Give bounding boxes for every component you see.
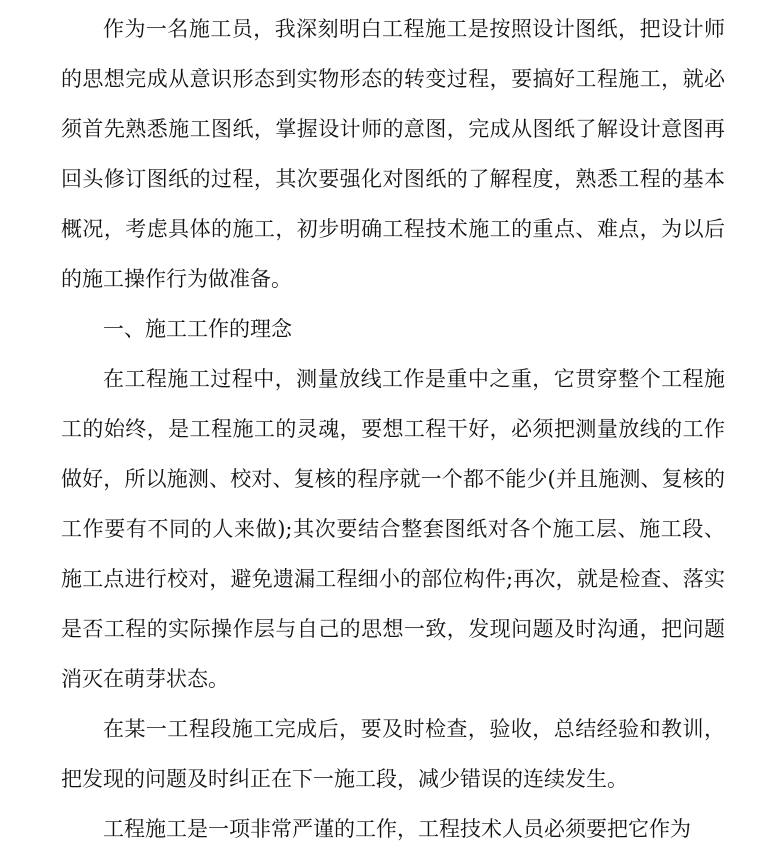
paragraph-inspection: 在某一工程段施工完成后，要及时检查，验收，总结经验和教训，把发现的问题及时纠正在下一施工段，减少错误的连续发生。 <box>61 717 725 791</box>
document-body <box>61 4 725 854</box>
section-heading: 一、施工工作的理念 <box>103 317 292 341</box>
paragraph-surveying: 在工程施工过程中，测量放线工作是重中之重，它贯穿整个工程施工的始终，是工程施工的灵魂，要想工程干好，必须把测量放线的工作做好，所以施测、校对、复核的程序就一个都不能少(并且施测、复核的工作要有不同的人来做);其次要结合整套图纸对各个施工层、施工段、施工点进行校对，避免遗漏工程细小的部位构件;再次，就是检查、落实是否工程的实际操作层与自己的思想一致，发现问题及时沟通，把问题消灭在萌芽状态。 <box>61 367 725 691</box>
paragraph-rigor: 工程施工是一项非常严谨的工作，工程技术人员必须要把它作为 <box>103 817 691 841</box>
paragraph-intro: 作为一名施工员，我深刻明白工程施工是按照设计图纸，把设计师的思想完成从意识形态到实物形态的转变过程，要搞好工程施工，就必须首先熟悉施工图纸，掌握设计师的意图，完成从图纸了解设计意图再回头修订图纸的过程，其次要强化对图纸的了解程度，熟悉工程的基本概况，考虑具体的施工，初步明确工程技术施工的重点、难点，为以后的施工操作行为做准备。 <box>61 17 725 291</box>
